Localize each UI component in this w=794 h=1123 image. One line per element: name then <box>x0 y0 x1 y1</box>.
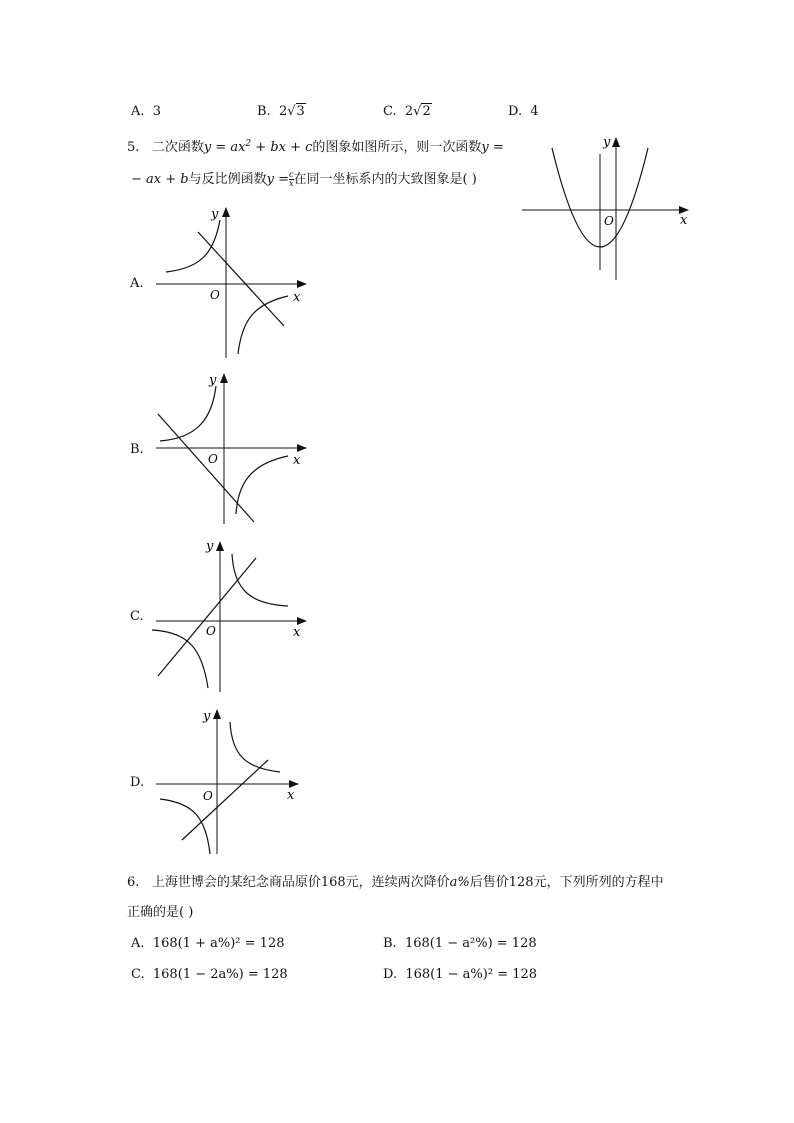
a-hyperbola-branch-2 <box>238 296 288 354</box>
q5-stem-part2: 的图象如图所示，则一次函数 <box>312 140 482 155</box>
q5-stem-part1: 二次函数 <box>151 140 204 155</box>
q6-option-d <box>383 967 537 983</box>
d-y-label: y <box>203 709 211 724</box>
c-line <box>158 558 256 676</box>
q5-quadratic-formula: $y = ax^2$ + bx + c <box>203 139 313 155</box>
q6-option-b-text: 168(1 − a²%) = 128 <box>404 936 537 951</box>
b-x-label: x <box>293 453 301 468</box>
q4-option-c-radicand: 2 <box>422 104 431 119</box>
q5-frac-den: x <box>288 179 294 188</box>
q6-option-d-label: D. <box>383 967 398 982</box>
q6-option-a-label: A. <box>131 936 145 951</box>
q5-stem-line2 <box>131 171 477 188</box>
q4-option-b-radicand: 3 <box>296 104 305 119</box>
a-hyperbola-branch-1 <box>166 220 220 272</box>
b-y-label: y <box>209 373 217 388</box>
q4-option-a-label: A. <box>131 104 145 119</box>
q4-option-a-text: 3 <box>152 104 162 119</box>
q6-option-b <box>383 936 537 952</box>
q4-option-a <box>131 104 161 120</box>
q4-option-b-coef: 2 <box>278 104 288 119</box>
a-origin-label: O <box>210 288 220 302</box>
q5-stem-line2-a: 与反比例函数 <box>188 172 267 187</box>
parabola-x-label: x <box>680 213 688 228</box>
a-x-label: x <box>293 290 301 305</box>
q6-discount-rate: a% <box>449 875 470 890</box>
q6-number: 6. <box>127 875 140 890</box>
q5-option-b-label: B. <box>130 442 144 457</box>
a-y-label: y <box>211 207 219 222</box>
q6-stem-line2: 正确的是( ) <box>127 905 194 920</box>
q6-option-a-text: 168(1 + a%)² = 128 <box>152 936 285 951</box>
q4-option-d-text: 4 <box>530 104 539 119</box>
q5-option-d-label: D. <box>130 775 145 790</box>
q4-option-c-coef: 2 <box>404 104 414 119</box>
q5-option-c-graph <box>150 536 315 696</box>
c-y-label: y <box>206 539 214 554</box>
a-line <box>198 232 284 326</box>
c-x-label: x <box>293 625 301 640</box>
d-hyperbola-branch-2 <box>160 799 210 854</box>
q6-option-b-label: B. <box>383 936 397 951</box>
b-origin-label: O <box>208 452 218 466</box>
q5-parabola-figure <box>518 132 698 284</box>
c-hyperbola-branch-1 <box>232 554 288 606</box>
c-origin-label: O <box>206 624 216 638</box>
d-x-label: x <box>287 788 295 803</box>
parabola-origin-label: O <box>604 214 614 228</box>
q5-option-a-graph <box>150 202 315 362</box>
q4-option-c-label: C. <box>383 104 397 119</box>
q5-number: 5. <box>127 140 140 155</box>
d-origin-label: O <box>203 789 213 803</box>
q6-option-c <box>131 967 288 983</box>
d-hyperbola-branch-1 <box>230 722 280 772</box>
q5-option-a-label: A. <box>130 276 144 291</box>
b-line <box>158 414 254 522</box>
b-hyperbola-branch-2 <box>236 456 288 514</box>
q5-stem-line1 <box>127 136 504 156</box>
d-line <box>182 760 268 840</box>
q6-option-d-text: 168(1 − a%)² = 128 <box>405 967 538 982</box>
q6-stem-line1-b: 后售价128元，下列所列的方程中 <box>469 875 664 890</box>
q5-linear-rhs: − ax + b <box>131 172 189 187</box>
q6-stem-line1 <box>127 875 664 891</box>
parabola-y-label: y <box>603 135 611 150</box>
q4-option-d-label: D. <box>508 104 523 119</box>
q4-option-d <box>508 104 539 120</box>
c-hyperbola-branch-2 <box>152 630 208 688</box>
q5-linear-lhs: y = <box>481 140 504 155</box>
q4-option-b-label: B. <box>257 104 271 119</box>
q4-option-b: B. 2√3 <box>257 104 305 119</box>
q5-frac-num: c <box>289 170 294 179</box>
b-hyperbola-branch-1 <box>160 386 216 441</box>
q6-option-c-text: 168(1 − 2a%) = 128 <box>152 967 288 982</box>
q6-option-c-label: C. <box>131 967 145 982</box>
q6-stem-line1-a: 上海世博会的某纪念商品原价168元，连续两次降价 <box>151 875 450 890</box>
q5-stem-line2-b: 在同一坐标系内的大致图象是( ) <box>293 172 477 187</box>
q5-option-c-label: C. <box>130 609 144 624</box>
q4-option-c: C. 2√2 <box>383 104 431 119</box>
q5-option-d-graph <box>150 704 315 860</box>
q6-option-a <box>131 936 284 952</box>
q5-option-b-graph <box>150 368 315 528</box>
q5-inverse-lhs: y = <box>266 172 289 187</box>
